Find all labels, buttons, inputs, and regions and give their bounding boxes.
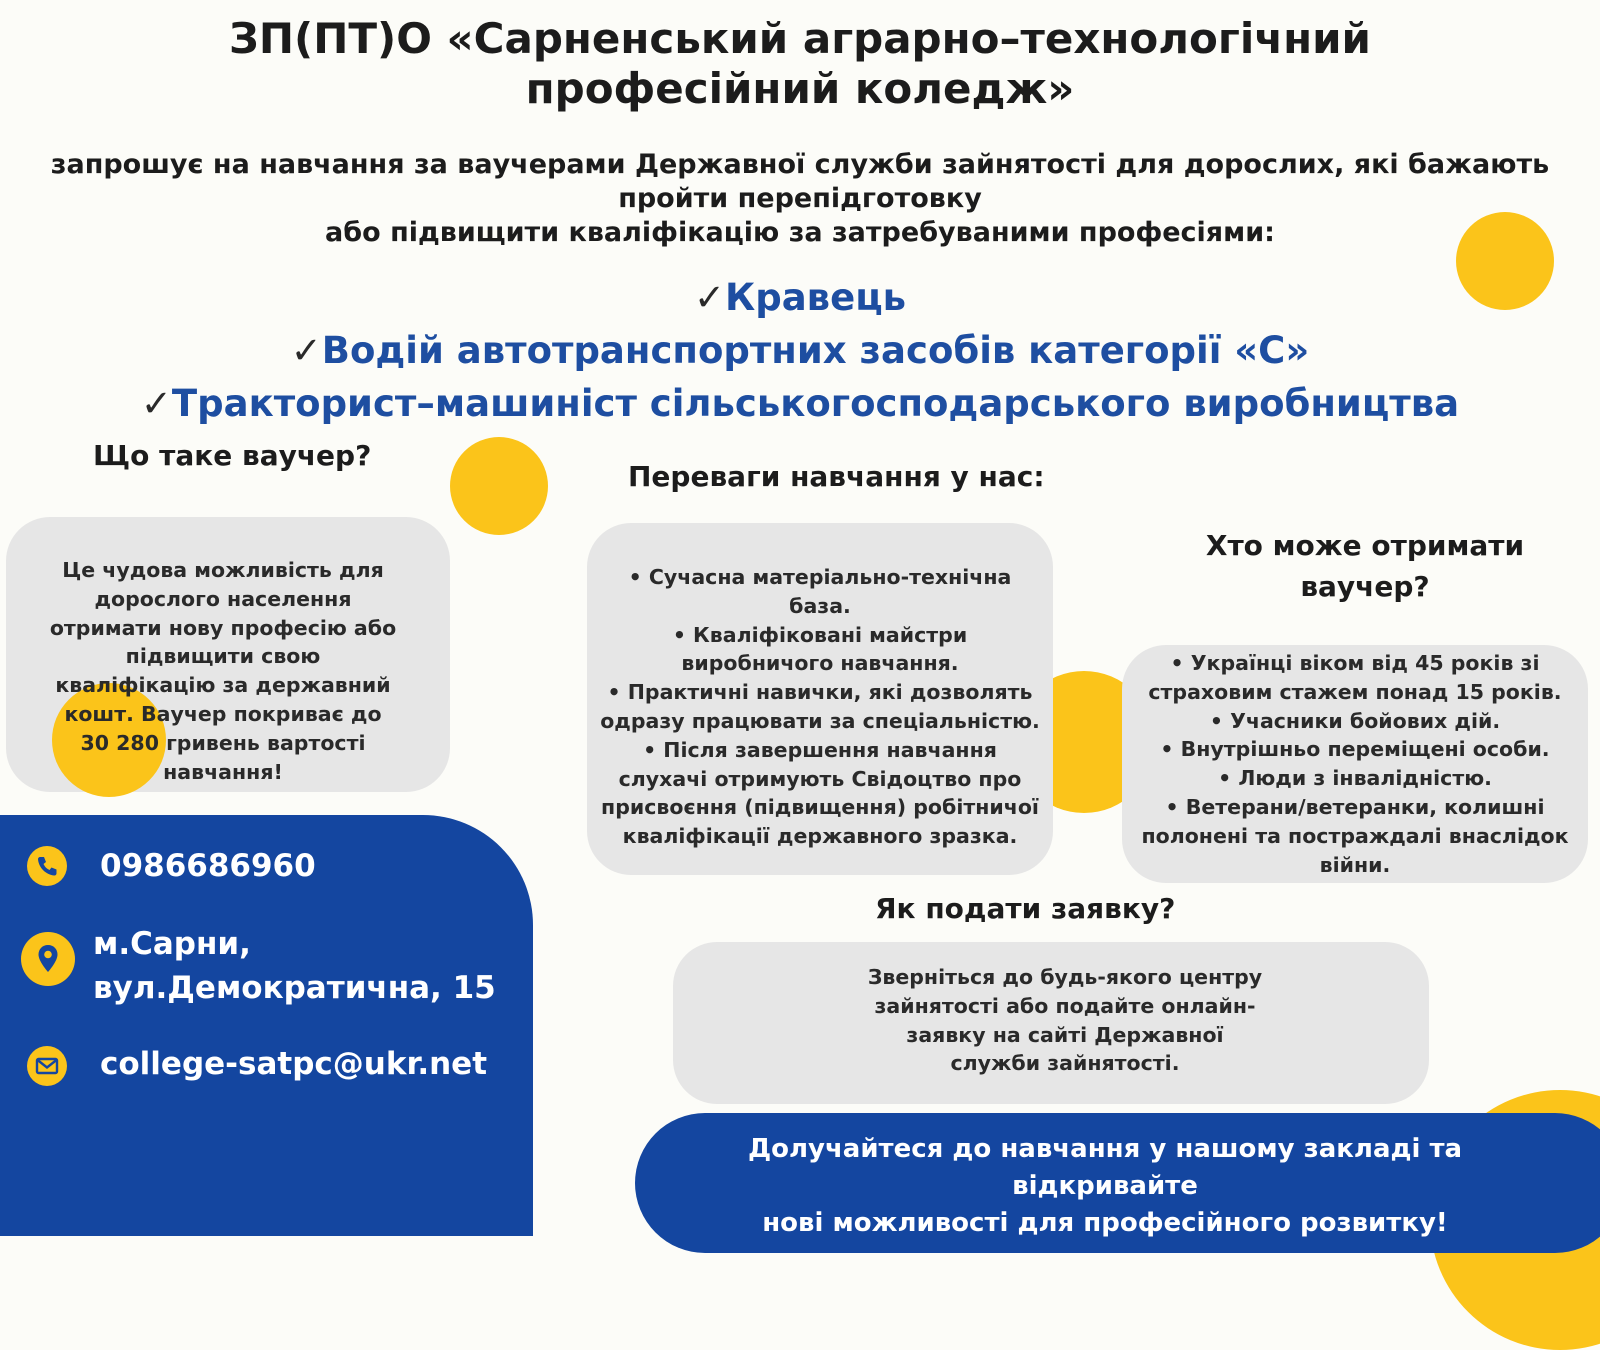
location-pin-icon (21, 932, 75, 986)
invitation-text (20, 148, 1580, 250)
page-title (0, 14, 1600, 114)
cta-line-2: нові можливості для професійного розвитку! (762, 1208, 1448, 1238)
profession-item (0, 276, 1600, 320)
eligibility-item: • Люди з інвалідністю. (1218, 766, 1492, 791)
decor-circle-middle (450, 437, 548, 535)
eligibility-item: • Ветерани/ветеранки, колишні полонені та постраждалі внаслідок війни. (1141, 794, 1569, 877)
checkmark-icon: ✓ (693, 276, 725, 319)
profession-item (0, 329, 1600, 373)
advantage-item: • Після завершення навчання слухачі отримують Свідоцтво про присвоєння (підвищення) робітничої кваліфікації державного зразка. (601, 737, 1039, 849)
invitation-line-2: пройти перепідготовку (618, 183, 982, 214)
mail-icon (27, 1046, 67, 1086)
invitation-line-3: або підвищити кваліфікацію за затребуваними професіями: (325, 217, 1275, 248)
cta-banner-text (655, 1131, 1555, 1242)
location-pin-glyph (21, 932, 75, 986)
profession-label: Тракторист–машиніст сільськогосподарського виробництва (171, 382, 1460, 425)
eligibility-card (1122, 645, 1588, 883)
advantage-item: • Кваліфіковані майстри виробничого навчання. (672, 622, 968, 676)
apply-heading: Як подати заявку? (875, 892, 1176, 925)
profession-label: Кравець (724, 276, 907, 319)
phone-icon-glyph (27, 846, 67, 886)
eligibility-item: • Учасники бойових дій. (1209, 708, 1501, 733)
checkmark-icon: ✓ (290, 329, 322, 372)
eligibility-heading-line-2: ваучер? (1300, 570, 1430, 603)
title-line-2: професійний коледж» (525, 64, 1075, 113)
eligibility-heading-line-1: Хто може отримати (1205, 529, 1525, 562)
phone-icon (27, 846, 67, 886)
address-line-2: вул.Демократична, 15 (93, 970, 496, 1006)
voucher-text: Це чудова можливість для дорослого населення отримати нову професію або підвищити свою кваліфікацію за державний кошт. Ваучер покриває до 30 280 гривень вартості навчання! (49, 558, 397, 784)
address-line-1: м.Сарни, (93, 926, 251, 962)
advantages-heading: Переваги навчання у нас: (628, 460, 1045, 493)
address (93, 922, 496, 1010)
voucher-heading: Що таке ваучер? (93, 439, 372, 472)
cta-line-1: Долучайтеся до навчання у нашому закладі та відкривайте (747, 1134, 1463, 1201)
mail-icon-glyph (27, 1046, 67, 1086)
advantage-item: • Сучасна матеріально-технічна база. (628, 565, 1012, 618)
title-line-1: ЗП(ПТ)О «Сарненський аграрно–технологічний (229, 14, 1371, 63)
invitation-line-1: запрошує на навчання за ваучерами Державної служби зайнятості для дорослих, які бажають (50, 149, 1550, 180)
eligibility-item: • Українці віком від 45 років зі страховим стажем понад 15 років. (1148, 651, 1562, 704)
checkmark-icon: ✓ (140, 382, 172, 425)
eligibility-item: • Внутрішньо переміщені особи. (1160, 737, 1550, 762)
eligibility-heading (1165, 525, 1565, 607)
advantage-item: • Практичні навички, які дозволять одразу працювати за спеціальністю. (600, 680, 1040, 733)
apply-text: Зверніться до будь-якого центру зайнятості або подайте онлайн-заявку на сайті Державної служби зайнятості. (867, 965, 1263, 1076)
profession-item (0, 382, 1600, 426)
email-address[interactable]: college-satpc@ukr.net (100, 1046, 488, 1082)
phone-number[interactable]: 0986686960 (100, 848, 316, 884)
advantages-card (587, 523, 1053, 875)
profession-label: Водій автотранспортних засобів категорії «С» (321, 329, 1310, 372)
